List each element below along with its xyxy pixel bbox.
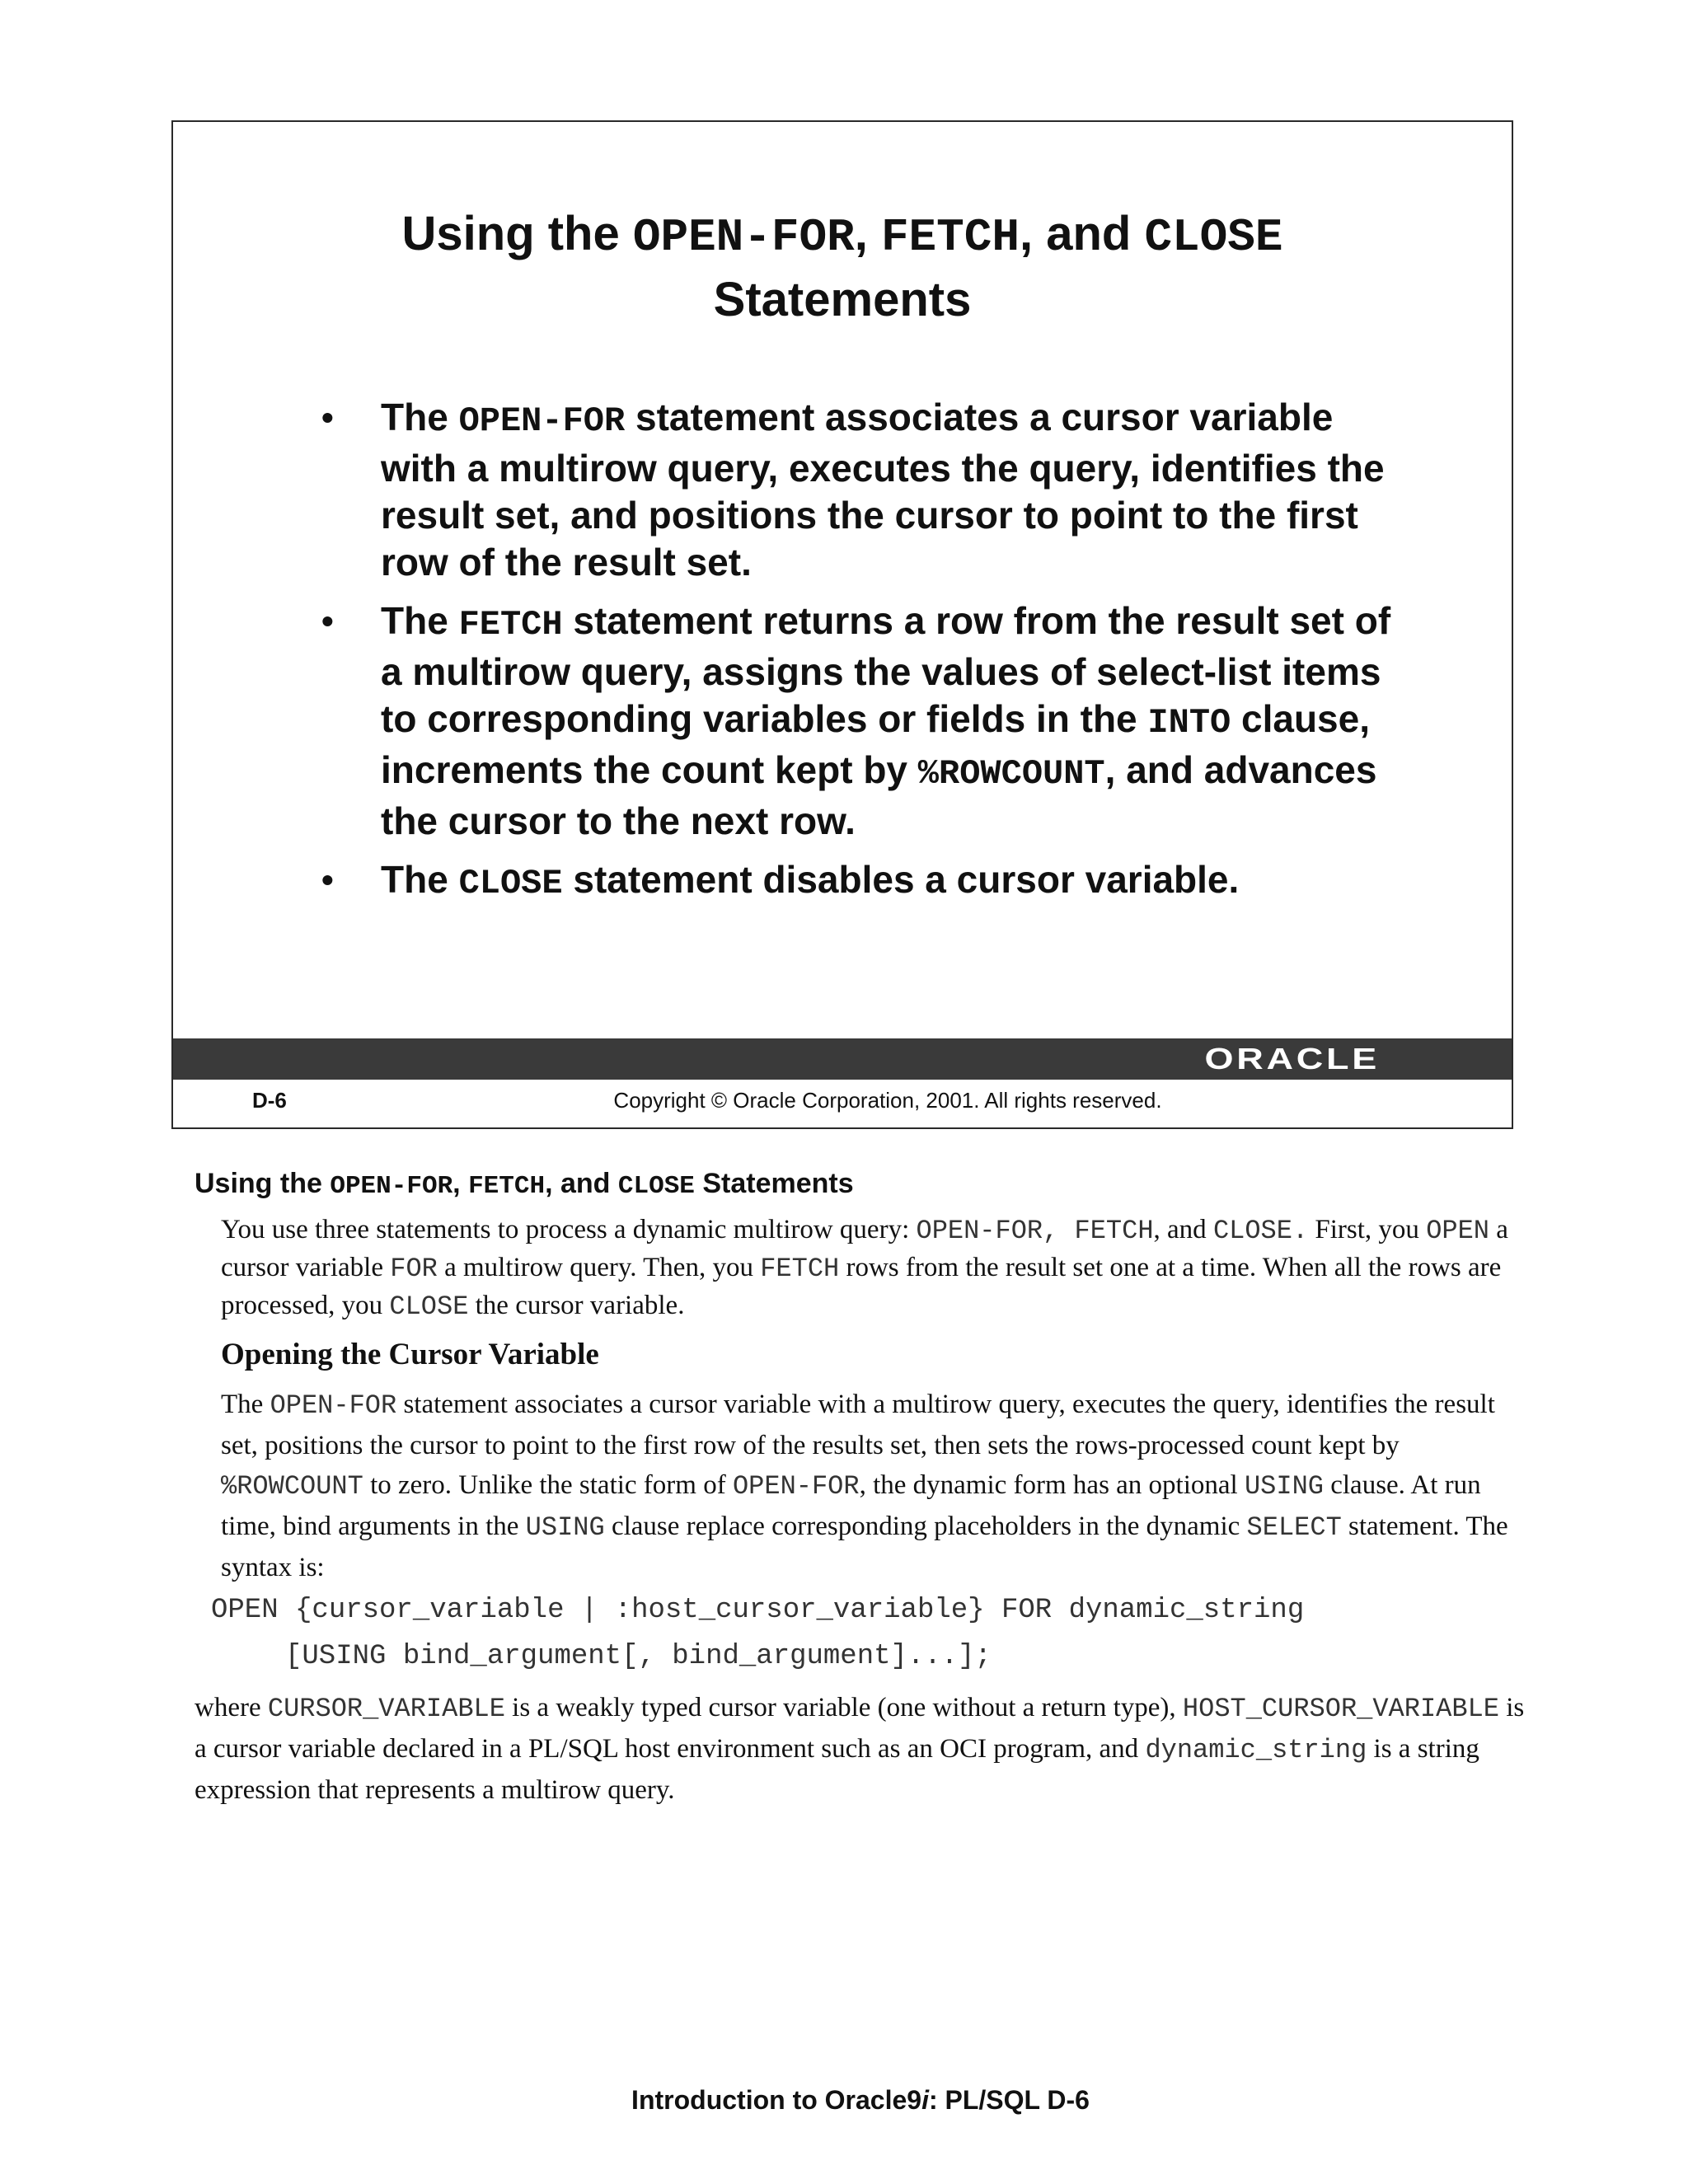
text: the cursor variable. xyxy=(468,1291,685,1320)
text: is a weakly typed cursor variable (one without a return type), xyxy=(504,1693,1183,1722)
notes-heading xyxy=(195,1165,854,1205)
bullet-text: The xyxy=(381,599,459,642)
code-text: HOST_CURSOR_VARIABLE xyxy=(1182,1694,1499,1724)
bullet-keyword: INTO xyxy=(1147,703,1231,743)
bullet-close xyxy=(315,856,1411,907)
title-keyword-open-for: OPEN-FOR xyxy=(632,211,855,264)
code-text: OPEN-FOR xyxy=(270,1390,397,1421)
bullet-text: The xyxy=(381,858,459,901)
footer-text: Introduction to Oracle9 xyxy=(631,2085,922,2115)
text: rows from the result set one at a time. When all the rows are processed, you xyxy=(221,1253,1502,1320)
bullet-keyword: FETCH xyxy=(458,605,563,644)
code-text: CURSOR_VARIABLE xyxy=(267,1694,505,1724)
text: , and xyxy=(1153,1215,1213,1244)
code-text: CLOSE. xyxy=(1212,1216,1309,1246)
slide-copyright: Copyright © Oracle Corporation, 2001. All rights reserved. xyxy=(613,1088,1162,1113)
bullet-text: statement returns a row from the result set of a multirow query, assigns the values of select-list items to corresponding variables or fields in the xyxy=(381,599,1391,740)
bullet-text: clause, increments the count kept by xyxy=(381,697,1371,791)
text: statement. The syntax is: xyxy=(221,1511,1508,1582)
notes-paragraph-where xyxy=(195,1688,1530,1810)
text: , the dynamic form has an optional xyxy=(859,1470,1245,1500)
heading-keyword: OPEN-FOR xyxy=(330,1172,453,1201)
text: clause replace corresponding placeholders in the dynamic xyxy=(604,1511,1247,1541)
code-text: USING xyxy=(1244,1471,1324,1502)
bullet-icon: • xyxy=(321,398,334,437)
code-text: FETCH xyxy=(760,1254,840,1284)
slide-frame xyxy=(171,120,1513,1129)
bullet-open-for xyxy=(315,394,1411,586)
code-text: OPEN-FOR xyxy=(732,1471,860,1502)
bullet-icon: • xyxy=(321,602,334,640)
bullet-keyword: OPEN-FOR xyxy=(458,401,626,441)
notes-paragraph-intro xyxy=(221,1212,1540,1325)
heading-text: , and xyxy=(545,1168,618,1199)
title-text: , and xyxy=(1019,207,1145,260)
text: clause. At run time, bind arguments in the xyxy=(221,1470,1481,1541)
bullet-text: statement disables a cursor variable. xyxy=(562,858,1240,901)
bullet-keyword: CLOSE xyxy=(458,864,563,903)
text: The xyxy=(221,1390,270,1419)
text: a cursor variable xyxy=(221,1215,1508,1282)
text: is a string expression that represents a multirow query. xyxy=(195,1734,1479,1805)
slide-number: D-6 xyxy=(252,1088,287,1113)
slide-title xyxy=(173,203,1512,331)
bullet-text: , and advances the cursor to the next row. xyxy=(381,748,1377,842)
title-keyword-close: CLOSE xyxy=(1144,211,1283,264)
heading-text: Statements xyxy=(694,1168,854,1199)
page-footer xyxy=(0,2085,1688,2116)
notes-subheading: Opening the Cursor Variable xyxy=(221,1338,599,1371)
bullet-keyword: %ROWCOUNT xyxy=(917,754,1105,794)
bullet-text: statement associates a cursor variable with a multirow query, executes the query, identifies the result set, and positions the cursor to point to the first row of the result set. xyxy=(381,396,1385,583)
text: to zero. Unlike the static form of xyxy=(363,1470,733,1500)
code-text: SELECT xyxy=(1246,1512,1342,1543)
text: statement associates a cursor variable with a multirow query, executes the query, identifies the result set, positions the cursor to point to the first row of the results set, then sets the rows-processed count kept by xyxy=(221,1390,1495,1460)
text: a multirow query. Then, you xyxy=(437,1253,761,1282)
slide-bullet-list xyxy=(315,394,1411,919)
bullet-text: The xyxy=(381,396,459,438)
code-text: OPEN xyxy=(1426,1216,1489,1246)
code-text: FOR xyxy=(390,1254,438,1284)
heading-keyword: CLOSE xyxy=(617,1172,695,1201)
title-keyword-fetch: FETCH xyxy=(880,211,1020,264)
code-text: OPEN-FOR, FETCH xyxy=(916,1216,1154,1246)
code-text: USING xyxy=(525,1512,605,1543)
oracle-footer-bar xyxy=(173,1038,1512,1080)
text: First, you xyxy=(1308,1215,1427,1244)
syntax-code-line-1: OPEN {cursor_variable | :host_cursor_variable} FOR dynamic_string xyxy=(211,1595,1305,1626)
footer-text: : PL/SQL D-6 xyxy=(928,2085,1090,2115)
heading-keyword: FETCH xyxy=(468,1172,546,1201)
notes-paragraph-open xyxy=(221,1385,1523,1587)
footer-italic: i xyxy=(921,2085,929,2115)
text: is a cursor variable declared in a PL/SQL host environment such as an OCI program, and xyxy=(195,1693,1525,1764)
code-text: CLOSE xyxy=(389,1291,469,1322)
code-text: %ROWCOUNT xyxy=(221,1471,363,1502)
title-text: Using the xyxy=(401,207,633,260)
syntax-code-line-2: [USING bind_argument[, bind_argument]...]; xyxy=(285,1641,992,1672)
heading-text: Using the xyxy=(195,1168,331,1199)
bullet-fetch xyxy=(315,598,1411,845)
oracle-logo: ORACLE xyxy=(1204,1042,1380,1076)
title-text: , xyxy=(854,207,881,260)
heading-text: , xyxy=(452,1168,469,1199)
code-text: dynamic_string xyxy=(1145,1735,1367,1765)
bullet-icon: • xyxy=(321,860,334,899)
title-line-2: Statements xyxy=(713,273,972,326)
text: You use three statements to process a dynamic multirow query: xyxy=(221,1215,917,1244)
text: where xyxy=(195,1693,268,1722)
